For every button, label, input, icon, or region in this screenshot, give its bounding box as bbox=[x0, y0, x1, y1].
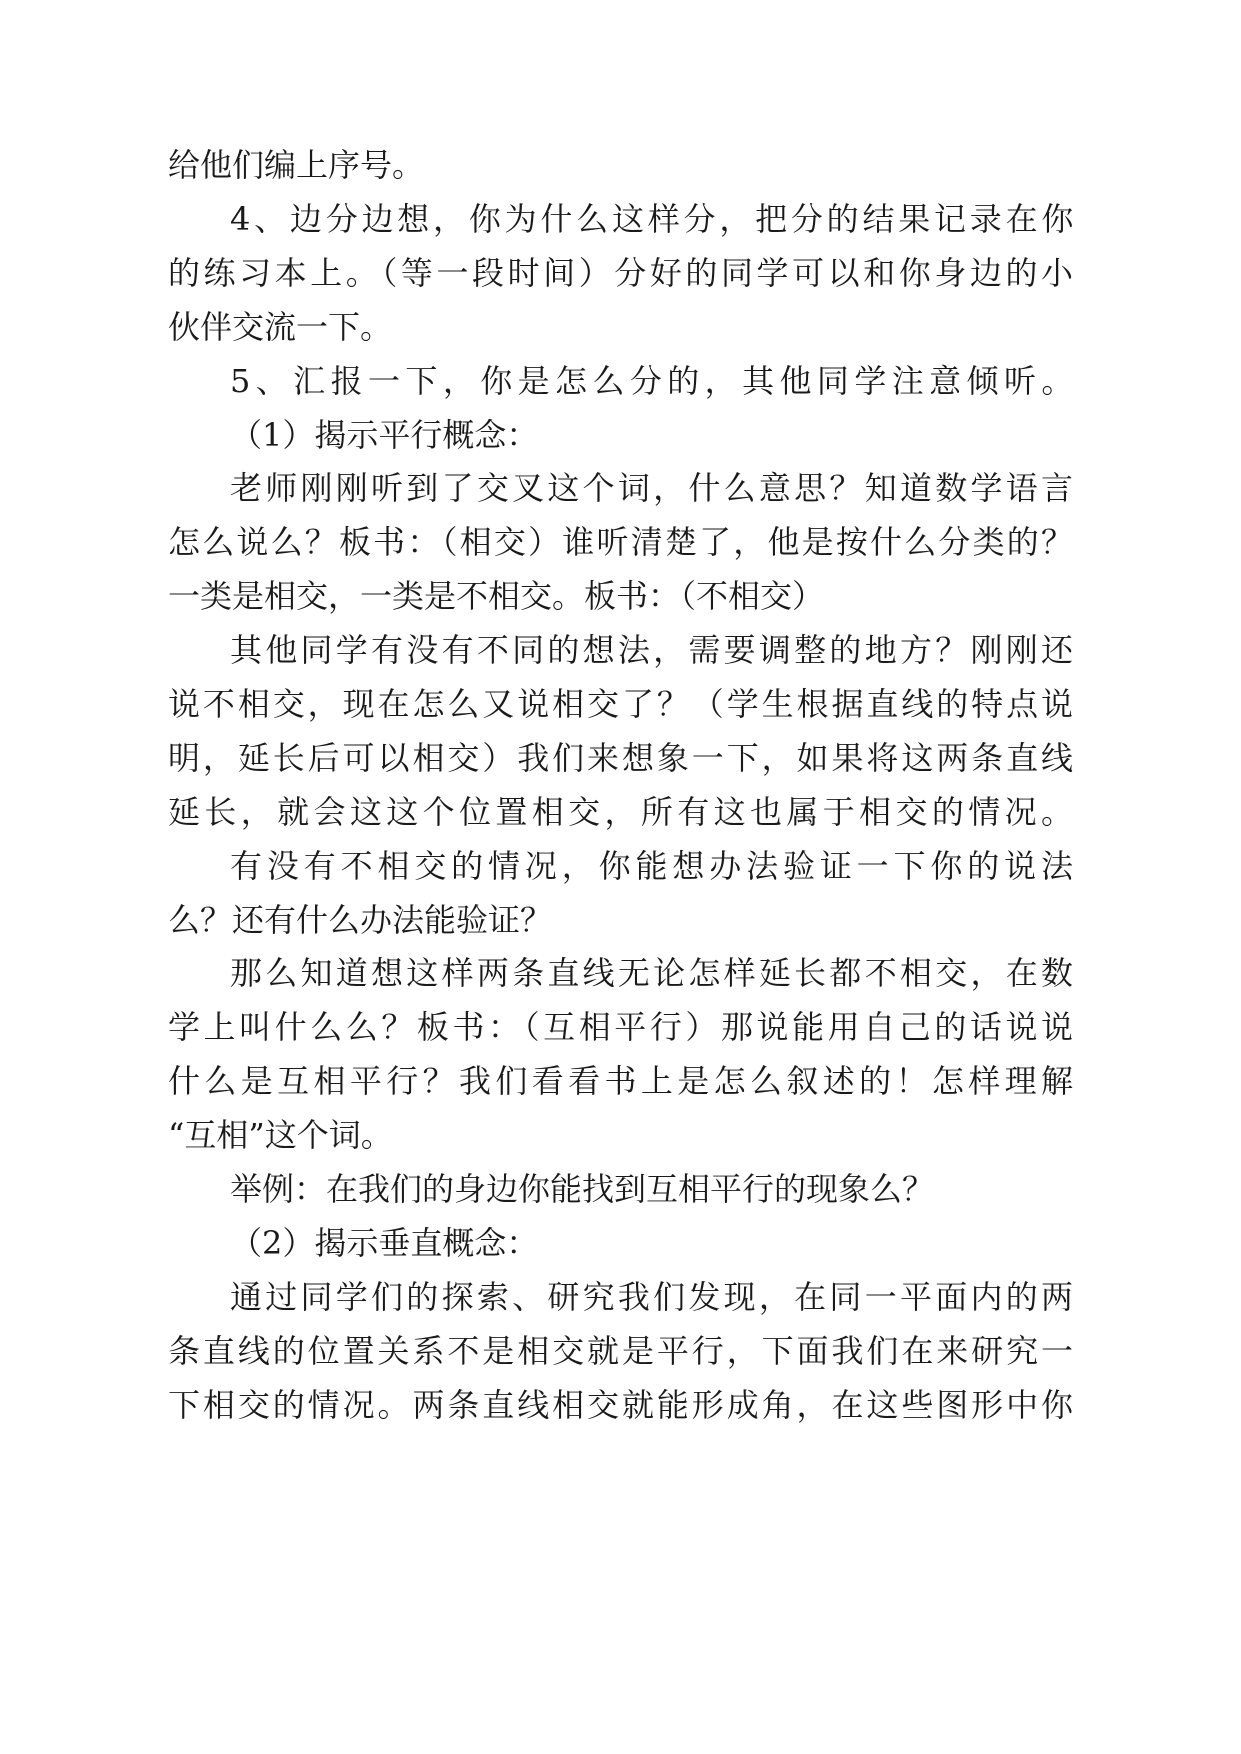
text-line: 怎么说么？板书：（相交）谁听清楚了，他是按什么分类的？ bbox=[168, 523, 1076, 561]
text-line: 5、汇报一下，你是怎么分的，其他同学注意倾听。 bbox=[230, 362, 1079, 400]
text-line: 延长，就会这这个位置相交，所有这也属于相交的情况。 bbox=[168, 793, 1078, 831]
text-line: 么？还有什么办法能验证？ bbox=[168, 901, 553, 939]
text-line: 下相交的情况。两条直线相交就能形成角，在这些图形中你 bbox=[168, 1386, 1076, 1424]
text-line: （2）揭示垂直概念： bbox=[230, 1224, 539, 1262]
text-line: 其他同学有没有不同的想法，需要调整的地方？刚刚还 bbox=[230, 631, 1077, 669]
text-line: 4、边分边想，你为什么这样分，把分的结果记录在你 bbox=[230, 200, 1078, 238]
text-line: 举例：在我们的身边你能找到互相平行的现象么？ bbox=[230, 1170, 935, 1208]
text-line: 什么是互相平行？我们看看书上是怎么叙述的！怎样理解 bbox=[168, 1062, 1078, 1100]
text-line: 说不相交，现在怎么又说相交了？（学生根据直线的特点说 bbox=[168, 685, 1076, 723]
text-line: 一类是相交，一类是不相交。板书：（不相交） bbox=[168, 577, 825, 615]
text-line: 给他们编上序号。 bbox=[168, 146, 425, 184]
text-line: 的练习本上。（等一段时间）分好的同学可以和你身边的小 bbox=[168, 254, 1077, 292]
text-line: 明，延长后可以相交）我们来想象一下，如果将这两条直线 bbox=[168, 739, 1076, 777]
text-line: 学上叫什么么？板书：（互相平行）那说能用自己的话说说 bbox=[168, 1008, 1077, 1046]
text-line: （1）揭示平行概念： bbox=[230, 416, 539, 454]
text-line: 伙伴交流一下。 bbox=[168, 308, 393, 346]
text-line: 有没有不相交的情况，你能想办法验证一下你的说法 bbox=[230, 847, 1078, 885]
text-line: “互相”这个词。 bbox=[168, 1116, 393, 1154]
text-line: 老师刚刚听到了交叉这个词，什么意思？知道数学语言 bbox=[230, 469, 1077, 507]
text-line: 那么知道想这样两条直线无论怎样延长都不相交，在数 bbox=[230, 954, 1077, 992]
text-line: 条直线的位置关系不是相交就是平行，下面我们在来研究一 bbox=[168, 1332, 1076, 1370]
text-line: 通过同学们的探索、研究我们发现，在同一平面内的两 bbox=[230, 1278, 1077, 1316]
